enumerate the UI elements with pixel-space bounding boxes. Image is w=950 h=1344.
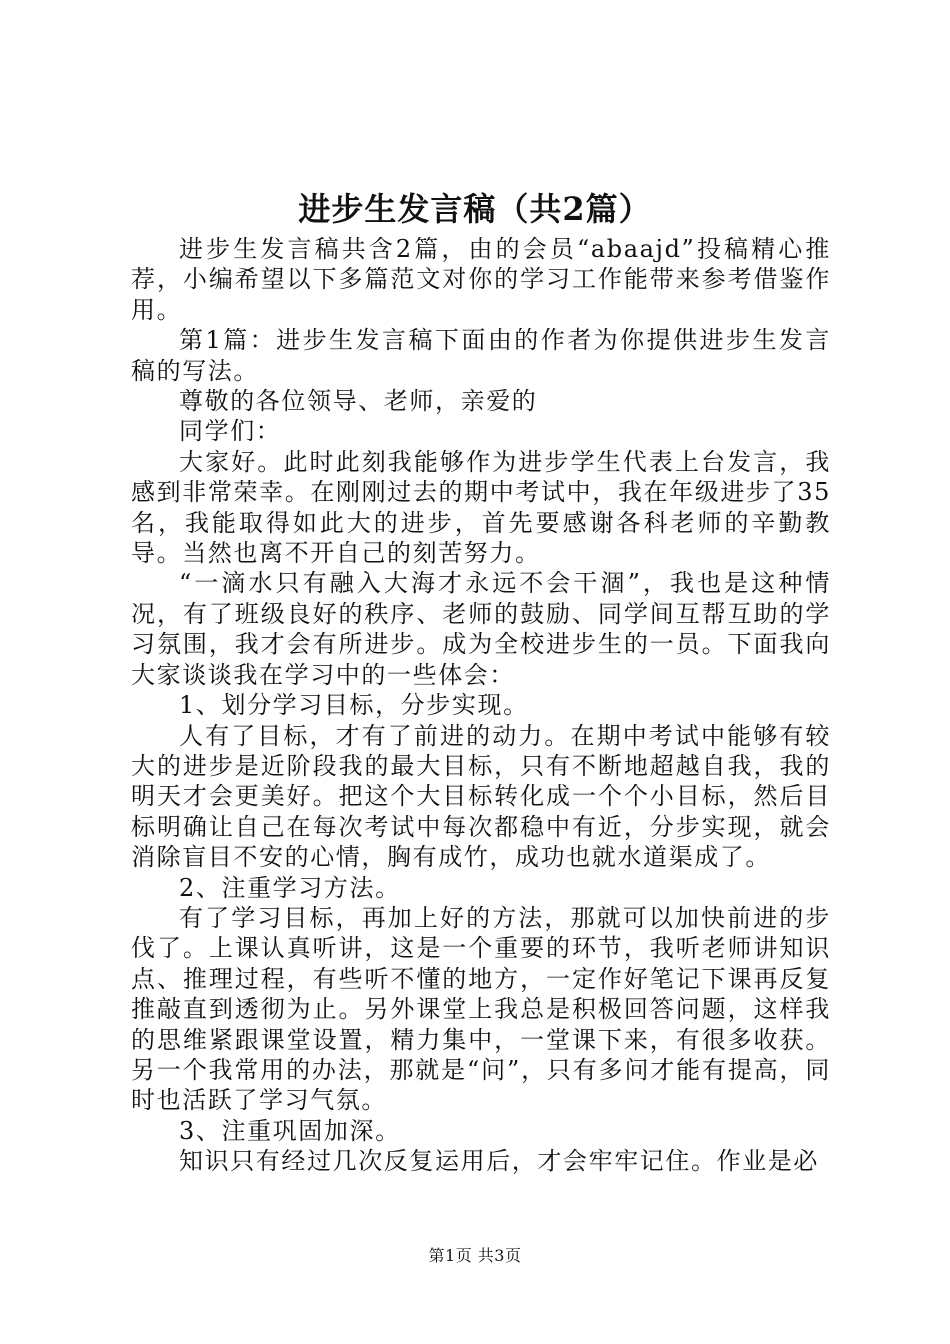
section-heading-1: 1、划分学习目标，分步实现。 xyxy=(179,691,529,720)
paragraph-salutation: 尊敬的各位领导、老师，亲爱的 xyxy=(179,387,538,416)
paragraph-intro: 进步生发言稿共含2篇，由的会员“abaajd”投稿精心推荐，小编希望以下多篇范文对你的学习工作能带来参考借鉴作用。 xyxy=(131,235,831,324)
section-heading-2: 2、注重学习方法。 xyxy=(179,873,401,902)
document-title: 进步生发言稿（共2篇） xyxy=(298,190,652,228)
paragraph-quote: “一滴水只有融入大海才永远不会干涸”，我也是这种情况，有了班级良好的秩序、老师的鼓励、同学间互帮互助的学习氛围，我才会有所进步。成为全校进步生的一员。下面我向大家谈谈我在学习中的一些体会： xyxy=(131,569,831,689)
paragraph-goals: 人有了目标，才有了前进的动力。在期中考试中能够有较大的进步是近阶段我的最大目标，只有不断地超越自我，我的明天才会更美好。把这个大目标转化成一个个小目标，然后目标明确让自己在每次考试中每次都稳中有近，分步实现，就会消除盲目不安的心情，胸有成竹，成功也就水道渠成了。 xyxy=(131,721,831,872)
document-body xyxy=(131,234,831,1177)
paragraph-salutation-students: 同学们： xyxy=(179,417,282,446)
paragraph-part-1-heading: 第1篇：进步生发言稿下面由的作者为你提供进步生发言稿的写法。 xyxy=(131,326,831,385)
section-heading-3: 3、注重巩固加深。 xyxy=(179,1116,401,1145)
page-number: 第1页 共3页 xyxy=(428,1246,522,1265)
paragraph-methods: 有了学习目标，再加上好的方法，那就可以加快前进的步伐了。上课认真听讲，这是一个重要的环节，我听老师讲知识点、推理过程，有些听不懂的地方，一定作好笔记下课再反复推敲直到透彻为止。另外课堂上我总是积极回答问题，这样我的思维紧跟课堂设置，精力集中，一堂课下来，有很多收获。另一个我常用的办法，那就是“问”，只有多问才能有提高，同时也活跃了学习气氛。 xyxy=(131,903,831,1115)
paragraph-consolidation: 知识只有经过几次反复运用后，才会牢牢记住。作业是必 xyxy=(179,1147,819,1176)
paragraph-greeting: 大家好。此时此刻我能够作为进步学生代表上台发言，我感到非常荣幸。在刚刚过去的期中考试中，我在年级进步了35名，我能取得如此大的进步，首先要感谢各科老师的辛勤教导。当然也离不开自己的刻苦努力。 xyxy=(131,447,831,568)
